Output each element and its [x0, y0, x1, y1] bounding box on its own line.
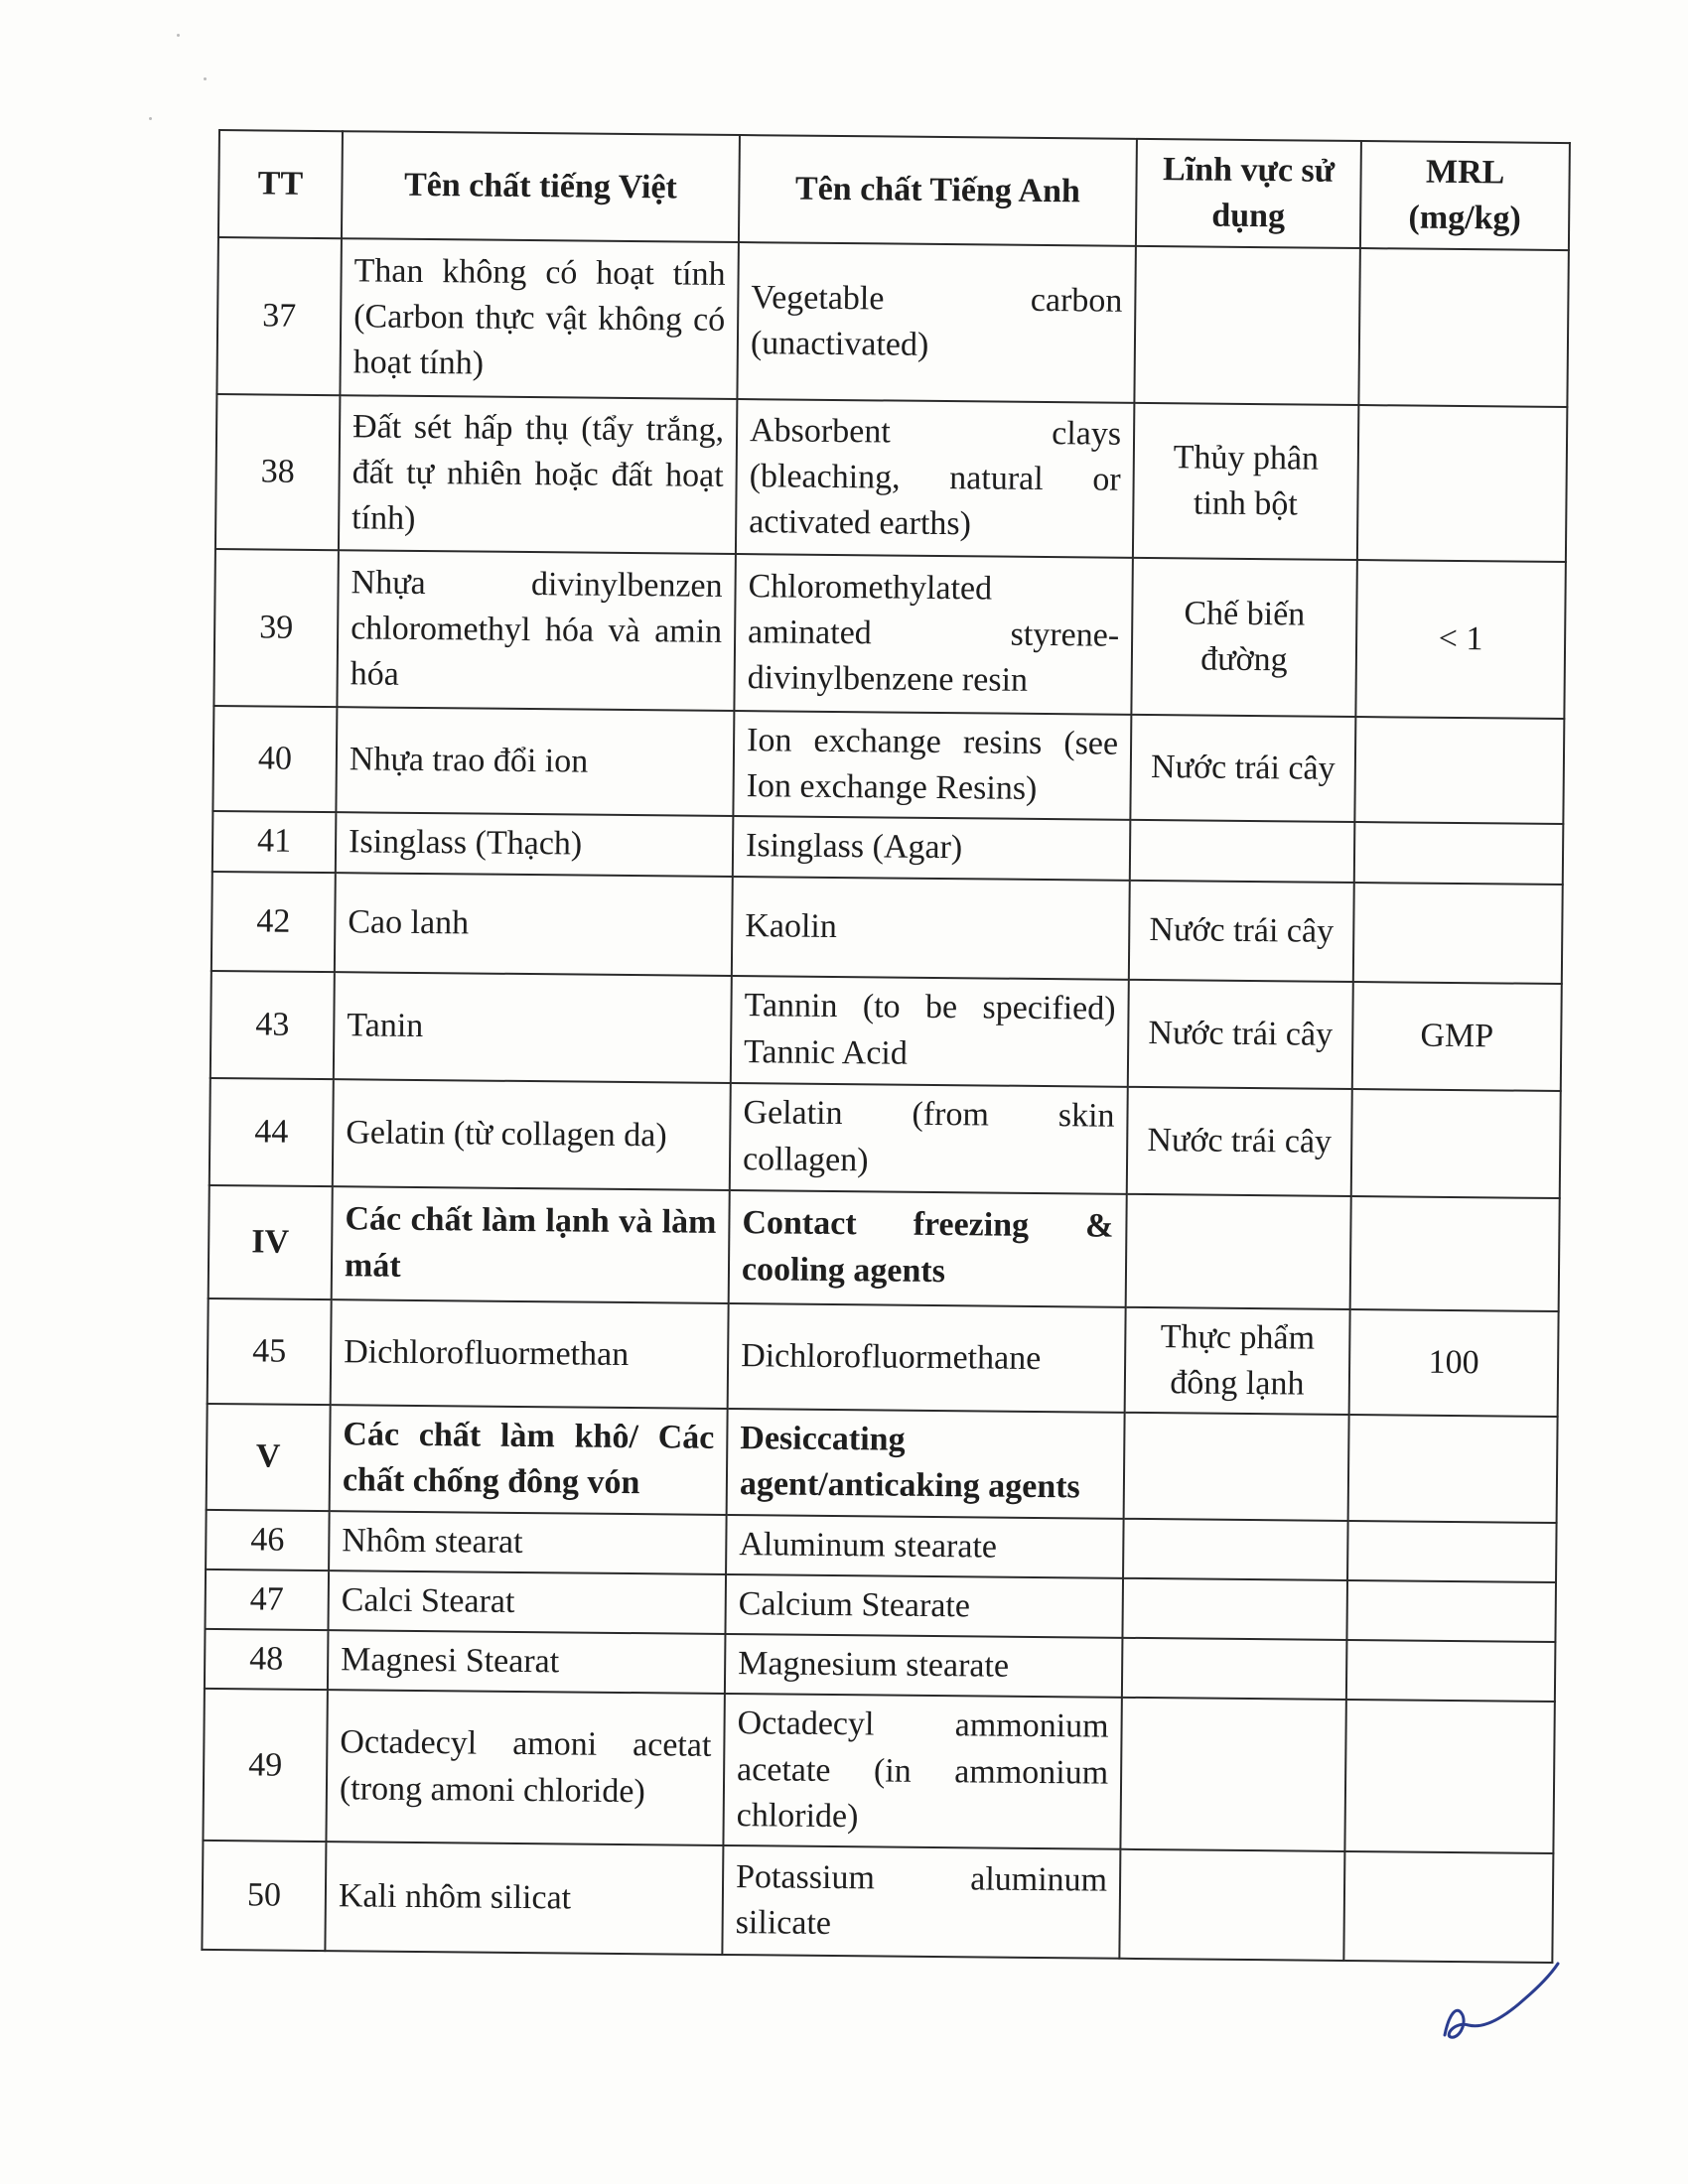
cell-english-name: Gelatin (from skin collagen) — [730, 1083, 1128, 1194]
cell-mrl: 100 — [1349, 1309, 1559, 1417]
cell-tt: 45 — [208, 1298, 332, 1406]
cell-field-of-use — [1122, 1578, 1347, 1640]
cell-field-of-use — [1122, 1638, 1347, 1700]
scan-speck — [177, 34, 180, 37]
cell-mrl — [1354, 717, 1564, 824]
header-tt: TT — [218, 130, 343, 238]
scan-speck — [149, 117, 152, 120]
scan-speck — [204, 77, 207, 80]
table-row — [202, 1841, 1553, 1963]
cell-english-name: Desiccating agent/anticaking agents — [727, 1409, 1125, 1518]
table-row — [216, 237, 1568, 407]
cell-mrl: GMP — [1352, 982, 1562, 1091]
section-row — [207, 1404, 1558, 1523]
table-header-row — [218, 130, 1570, 250]
substance-table-wrapper — [201, 129, 1569, 1964]
cell-english-name: Kaolin — [732, 877, 1130, 980]
cell-tt: 44 — [210, 1078, 334, 1186]
cell-tt: IV — [209, 1185, 333, 1299]
cell-tt: 50 — [202, 1841, 326, 1951]
cell-vietnamese-name: Tanin — [334, 972, 732, 1083]
cell-field-of-use — [1123, 1518, 1348, 1579]
table-row — [208, 1298, 1559, 1418]
table-row — [210, 1078, 1561, 1198]
cell-mrl — [1348, 1415, 1558, 1522]
cell-tt: 39 — [213, 549, 339, 707]
cell-tt: 38 — [215, 394, 340, 550]
cell-vietnamese-name: Đất sét hấp thụ (tẩy trắng, đất tự nhiên hoặc đất hoạt tính) — [339, 395, 737, 554]
cell-english-name: Vegetable carbon (unactivated) — [737, 242, 1135, 403]
cell-vietnamese-name: Magnesi Stearat — [328, 1630, 726, 1694]
cell-field-of-use — [1126, 1194, 1351, 1309]
cell-english-name: Dichlorofluormethane — [728, 1303, 1126, 1413]
cell-field-of-use: Nước trái cây — [1130, 715, 1355, 823]
table-row — [211, 872, 1563, 984]
cell-vietnamese-name: Octadecyl amoni acetat (trong amoni chloride) — [326, 1690, 724, 1845]
cell-vietnamese-name: Than không có hoạt tính (Carbon thực vật không có hoạt tính) — [340, 238, 738, 399]
table-row — [213, 549, 1565, 719]
handwritten-initial-signature — [1435, 1956, 1564, 2045]
header-field-of-use: Lĩnh vực sử dụng — [1136, 139, 1361, 248]
cell-english-name: Chloromethylated aminated styrene-divinylbenzene resin — [734, 554, 1132, 715]
cell-english-name: Magnesium stearate — [725, 1634, 1123, 1698]
cell-mrl — [1343, 1851, 1553, 1963]
cell-tt: 40 — [212, 706, 337, 813]
cell-vietnamese-name: Calci Stearat — [328, 1570, 726, 1634]
cell-english-name: Ion exchange resins (see Ion exchange Resins) — [733, 711, 1131, 820]
table-row — [212, 706, 1564, 825]
cell-english-name: Isinglass (Agar) — [733, 816, 1131, 880]
cell-tt: 46 — [206, 1510, 330, 1570]
cell-field-of-use: Nước trái cây — [1127, 1087, 1352, 1196]
cell-tt: 43 — [211, 971, 335, 1079]
cell-tt: 48 — [205, 1629, 329, 1690]
cell-english-name: Calcium Stearate — [725, 1574, 1123, 1638]
cell-field-of-use: Thủy phân tinh bột — [1133, 403, 1358, 560]
cell-vietnamese-name: Cao lanh — [335, 873, 733, 976]
cell-english-name: Absorbent clays (bleaching, natural or activated earths) — [736, 399, 1134, 558]
cell-mrl: < 1 — [1355, 560, 1566, 719]
cell-field-of-use: Thực phẩm đông lạnh — [1125, 1307, 1350, 1416]
cell-mrl — [1346, 1640, 1556, 1702]
cell-field-of-use — [1130, 820, 1355, 882]
header-mrl: MRL (mg/kg) — [1360, 141, 1570, 250]
section-row — [209, 1185, 1560, 1311]
table-row — [203, 1689, 1554, 1853]
cell-tt: 42 — [211, 872, 336, 972]
cell-mrl — [1358, 248, 1569, 407]
cell-field-of-use — [1124, 1413, 1349, 1521]
cell-english-name: Tannin (to be specified) Tannic Acid — [731, 976, 1129, 1087]
header-vietnamese-name: Tên chất tiếng Việt — [342, 131, 740, 242]
cell-vietnamese-name: Nhựa trao đổi ion — [336, 707, 734, 816]
cell-vietnamese-name: Nhựa divinylbenzen chloromethyl hóa và amin hóa — [337, 550, 735, 711]
cell-tt: V — [207, 1404, 331, 1511]
cell-mrl — [1354, 822, 1564, 884]
cell-tt: 47 — [205, 1570, 329, 1630]
cell-tt: 49 — [203, 1689, 327, 1842]
substance-table — [201, 129, 1571, 1964]
cell-field-of-use — [1134, 246, 1360, 405]
cell-mrl — [1346, 1580, 1556, 1642]
cell-vietnamese-name: Isinglass (Thạch) — [336, 813, 734, 877]
cell-field-of-use: Chế biến đường — [1131, 558, 1357, 717]
cell-english-name: Aluminum stearate — [726, 1515, 1124, 1578]
cell-mrl — [1347, 1521, 1557, 1582]
header-english-name: Tên chất Tiếng Anh — [739, 135, 1137, 246]
cell-english-name: Octadecyl ammonium acetate (in ammonium chloride) — [723, 1694, 1121, 1849]
cell-mrl — [1351, 1089, 1561, 1198]
cell-mrl — [1353, 883, 1563, 984]
cell-english-name: Contact freezing & cooling agents — [729, 1190, 1127, 1307]
cell-mrl — [1350, 1196, 1560, 1311]
cell-field-of-use — [1120, 1698, 1345, 1851]
table-row — [211, 971, 1562, 1091]
cell-vietnamese-name: Gelatin (từ collagen da) — [333, 1079, 731, 1190]
cell-mrl — [1344, 1700, 1554, 1853]
cell-tt: 37 — [216, 237, 342, 395]
cell-field-of-use: Nước trái cây — [1128, 980, 1353, 1089]
cell-field-of-use: Nước trái cây — [1129, 881, 1354, 982]
table-body — [202, 237, 1568, 1963]
cell-english-name: Potassium aluminum silicate — [722, 1845, 1120, 1959]
cell-tt: 41 — [212, 811, 337, 872]
cell-vietnamese-name: Kali nhôm silicat — [325, 1842, 723, 1955]
cell-field-of-use — [1119, 1849, 1344, 1961]
cell-mrl — [1357, 405, 1567, 562]
cell-vietnamese-name: Dichlorofluormethan — [331, 1299, 729, 1409]
table-row — [215, 394, 1567, 562]
cell-vietnamese-name: Các chất làm khô/ Các chất chống đông vón — [330, 1405, 728, 1514]
cell-vietnamese-name: Các chất làm lạnh và làm mát — [332, 1186, 730, 1303]
cell-vietnamese-name: Nhôm stearat — [329, 1511, 727, 1574]
